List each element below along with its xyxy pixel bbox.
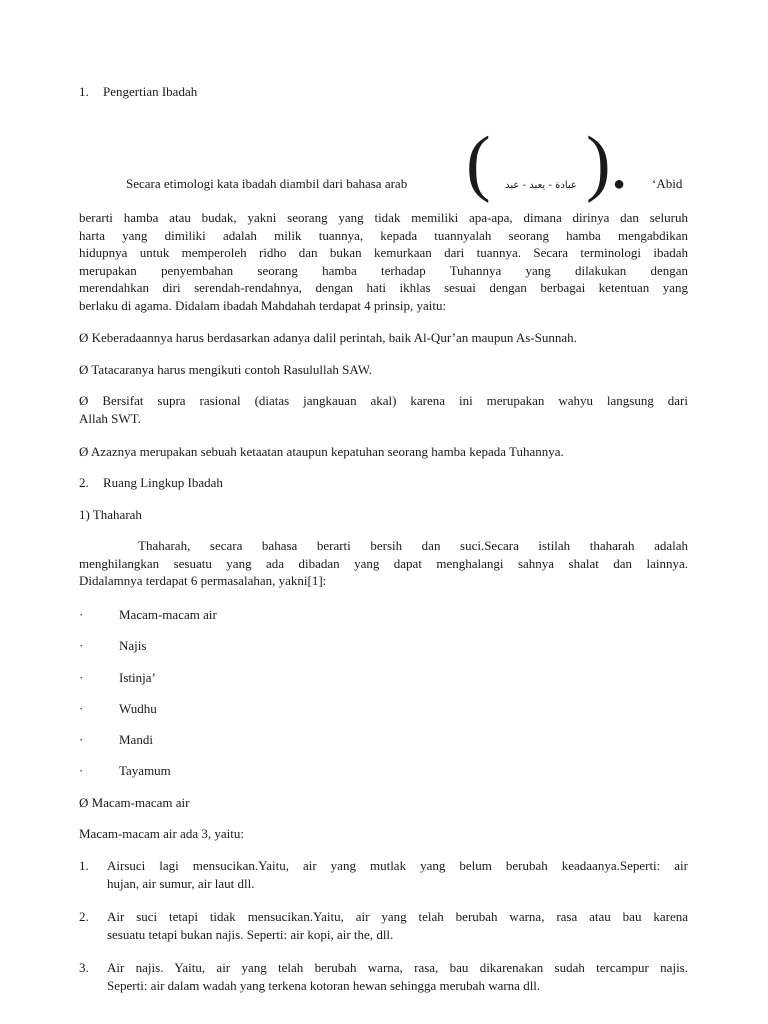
paragraph-line: hidupnya untuk memperoleh ridho dan bukan kemurkaan dari tuannya. Secara terminologi ibadah (79, 245, 688, 260)
air-item-line: Air suci tetapi tidak mensucikan.Yaitu, air yang telah berubah warna, rasa atau bau karena (107, 909, 688, 924)
thaharah-line: Didalamnya terdapat 6 permasalahan, yakni[1]: (79, 573, 327, 588)
bullet-marker: · (79, 763, 84, 778)
air-intro: Macam-macam air ada 3, yaitu: (79, 826, 244, 841)
subsection-thaharah: 1) Thaharah (79, 507, 142, 522)
bullet-item: Mandi (119, 732, 153, 747)
principle-item: Ø Bersifat supra rasional (diatas jangkauan akal) karena ini merupakan wahyu langsung dari (79, 393, 688, 408)
arabic-root-words: عبادة - يعبد - عبد (505, 180, 577, 191)
air-item-number: 3. (79, 960, 89, 975)
section-1-number: 1. (79, 84, 89, 99)
paragraph-line: merupakan penyembahan seorang hamba terhadap Tuhannya yang dilakukan dengan (79, 263, 688, 278)
paragraph-line: merendahkan diri serendah-rendahnya, dengan hati ikhlas sesuai dengan berbagai ketentuan yang (79, 280, 688, 295)
paragraph-line: harta yang dimiliki adalah milik tuannya, kepada tuannyalah seorang hamba mengabdikan (79, 228, 688, 243)
air-item-line: sesuatu tetapi bukan najis. Seperti: air kopi, air the, dll. (107, 927, 394, 942)
principle-item: Ø Keberadaannya harus berdasarkan adanya dalil perintah, baik Al-Qur’an maupun As-Sunnah. (79, 330, 577, 345)
air-item-line: Air najis. Yaitu, air yang telah berubah warna, rasa, bau dikarenakan sudah tercampur najis. (107, 960, 688, 975)
bullet-marker: · (79, 701, 84, 716)
bullet-item: Tayamum (119, 763, 171, 778)
bullet-marker: · (79, 670, 84, 685)
bullet-item: Wudhu (119, 701, 157, 716)
principle-item-continued: Allah SWT. (79, 411, 141, 426)
principle-item: Ø Azaznya merupakan sebuah ketaatan ataupun kepatuhan seorang hamba kepada Tuhannya. (79, 444, 564, 459)
close-parenthesis: ) (586, 122, 611, 204)
bullet-dot: ● (613, 173, 626, 195)
bullet-marker: · (79, 638, 84, 653)
section-2-title: Ruang Lingkup Ibadah (103, 475, 223, 490)
air-item-number: 2. (79, 909, 89, 924)
bullet-marker: · (79, 607, 84, 622)
air-heading: Ø Macam-macam air (79, 795, 190, 810)
thaharah-line: menghilangkan sesuatu yang ada dibadan yang dapat menghalangi sahnya shalat dan lainnya. (79, 556, 688, 571)
principle-item: Ø Tatacaranya harus mengikuti contoh Rasulullah SAW. (79, 362, 373, 377)
thaharah-line: Thaharah, secara bahasa berarti bersih dan suci.Secara istilah thaharah adalah (138, 538, 688, 553)
paragraph-line: berlaku di agama. Didalam ibadah Mahdahah terdapat 4 prinsip, yaitu: (79, 298, 447, 313)
air-item-line: Seperti: air dalam wadah yang terkena kotoran hewan sehingga merubah warna dll. (107, 978, 541, 993)
bullet-item: Istinja’ (119, 670, 156, 685)
air-item-line: hujan, air sumur, air laut dll. (107, 876, 255, 891)
bullet-item: Najis (119, 638, 147, 653)
abid-word: ‘Abid (652, 176, 683, 191)
etymology-intro: Secara etimologi kata ibadah diambil dari bahasa arab (126, 176, 408, 191)
air-item-number: 1. (79, 858, 89, 873)
open-parenthesis: ( (466, 122, 491, 204)
section-2-number: 2. (79, 475, 89, 490)
paragraph-line: berarti hamba atau budak, yakni seorang yang tidak memiliki apa-apa, dimana dirinya dan seluruh (79, 210, 688, 225)
bullet-marker: · (79, 732, 84, 747)
bullet-item: Macam-macam air (119, 607, 217, 622)
section-1-title: Pengertian Ibadah (103, 84, 198, 99)
air-item-line: Airsuci lagi mensucikan.Yaitu, air yang mutlak yang belum berubah keadaanya.Seperti: air (107, 858, 688, 873)
